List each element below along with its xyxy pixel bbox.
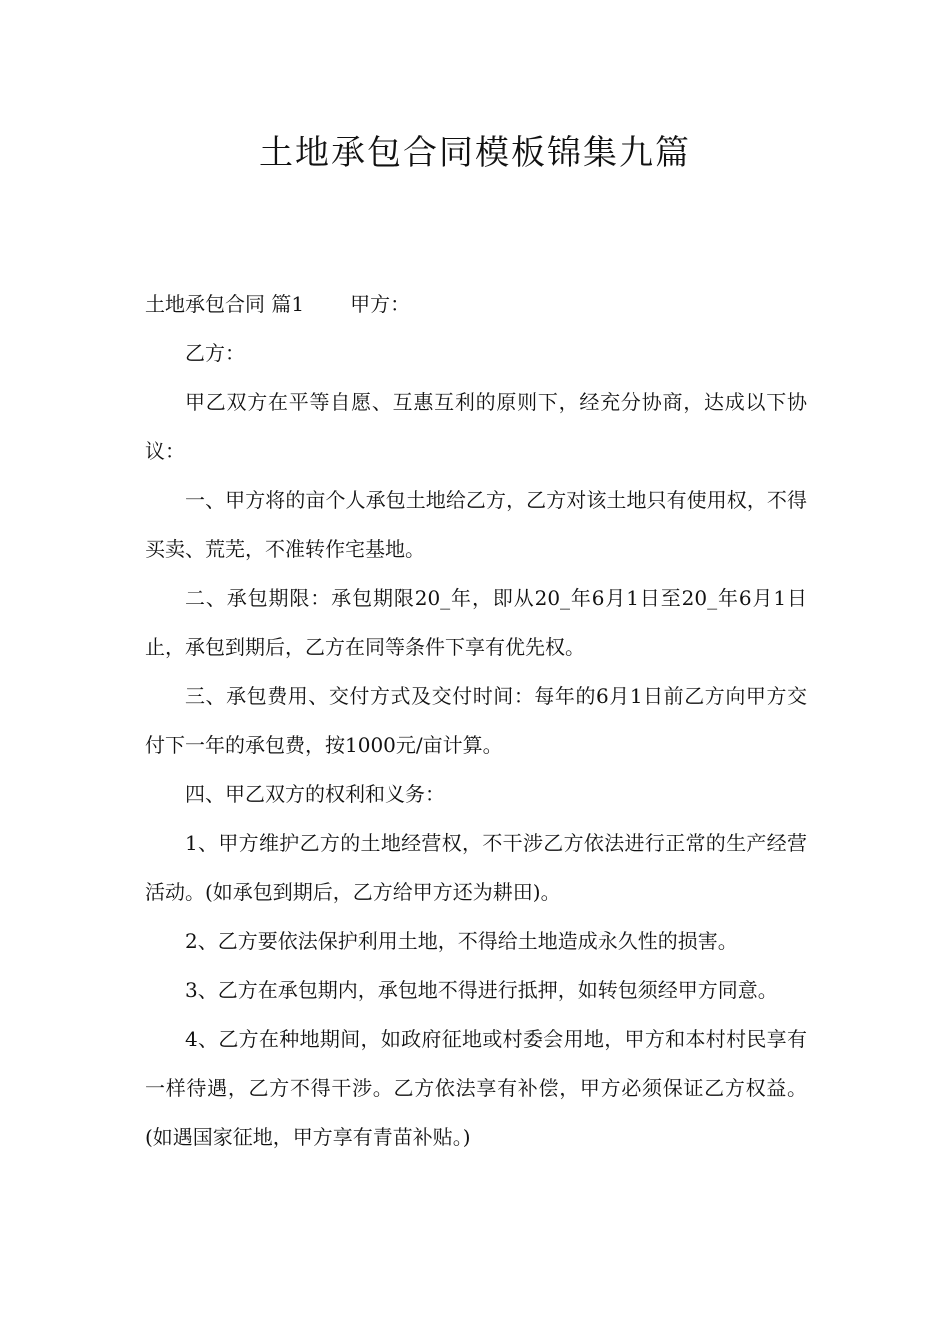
party-a-label: 甲方： — [350, 292, 411, 316]
document-body — [145, 280, 807, 1162]
clause-3: 三、承包费用、交付方式及交付时间：每年的6月1日前乙方向甲方交付下一年的承包费，按1000元/亩计算。 — [145, 684, 807, 757]
clause-4-item-4: 4、乙方在种地期间，如政府征地或村委会用地，甲方和本村村民享有一样待遇，乙方不得干涉。乙方依法享有补偿，甲方必须保证乙方权益。(如遇国家征地，甲方享有青苗补贴。) — [145, 1027, 807, 1149]
document-title: 土地承包合同模板锦集九篇 — [259, 133, 691, 173]
clause-4-item-3: 3、乙方在承包期内，承包地不得进行抵押，如转包须经甲方同意。 — [185, 978, 778, 1002]
party-b-label: 乙方： — [185, 341, 245, 365]
section-heading: 土地承包合同 篇1 — [145, 292, 305, 316]
section-heading-line — [145, 280, 807, 329]
clause-1: 一、甲方将的亩个人承包土地给乙方，乙方对该土地只有使用权，不得买卖、荒芜，不准转作宅基地。 — [145, 488, 807, 561]
clause-4-heading: 四、甲乙双方的权利和义务： — [185, 782, 445, 806]
clause-4-item-2: 2、乙方要依法保护利用土地，不得给土地造成永久性的损害。 — [185, 929, 738, 953]
clause-2: 二、承包期限：承包期限20_年，即从20_年6月1日至20_年6月1日止，承包到期后，乙方在同等条件下享有优先权。 — [145, 586, 807, 659]
agreement-intro: 甲乙双方在平等自愿、互惠互利的原则下，经充分协商，达成以下协议： — [145, 390, 807, 463]
clause-4-item-1: 1、甲方维护乙方的土地经营权，不干涉乙方依法进行正常的生产经营活动。(如承包到期后，乙方给甲方还为耕田)。 — [145, 831, 807, 904]
